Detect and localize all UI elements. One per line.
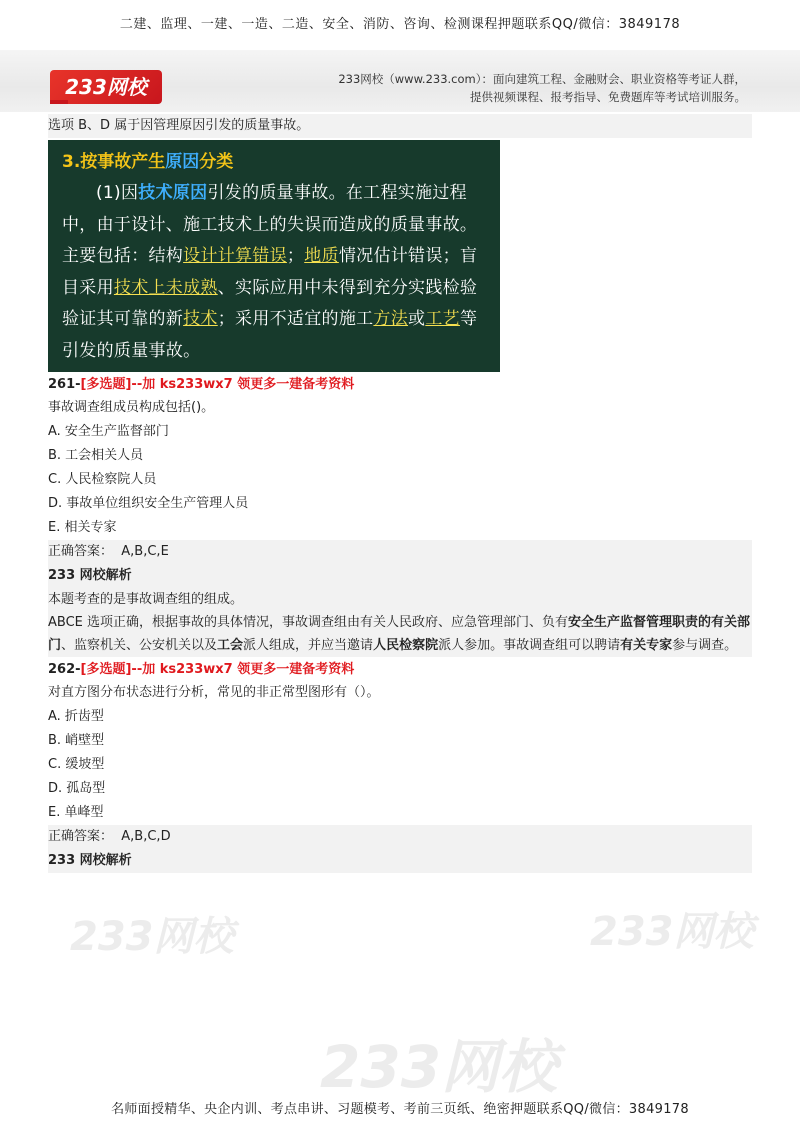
question-stem: 对直方图分布状态进行分析，常见的非正常型图形有（）。 [48,685,380,700]
answer-value: A,B,C,D [121,829,171,844]
box-text-part: 等引发的质量事故。 [62,309,478,361]
question-header-261 [48,374,752,396]
box-text-part: 或 [408,309,426,329]
box-text-underline: 技术 [183,309,218,329]
answer-row [48,825,752,849]
box-text-part: 情况估计错误；盲目采用 [62,246,478,298]
page-footer: 名师面授精华、央企内训、考点串讲、习题模考、考前三页纸、绝密押题联系QQ/微信：3849178 [111,1102,689,1117]
box-text-part: 、实际应用中未得到充分实践检验验证其可靠的新 [62,277,478,329]
box-text-part: (1)因 [96,183,139,203]
analysis-title: 233 网校解析 [48,849,752,873]
box-text-underline: 技术上未成熟 [113,277,218,298]
intro-line: 选项 B、D 属于因管理原因引发的质量事故。 [48,114,752,138]
analysis-bold: 安全生产监督管理职责的有关部门 [48,615,751,653]
analysis-bold: 工会 [217,638,244,653]
main-content [48,114,752,873]
analysis-bold: 有关专家 [620,638,673,653]
option-c: C. 人民检察院人员 [48,472,157,487]
analysis-bold: 人民检察院 [373,638,439,653]
analysis-text: 本题考查的是事故调查组的组成。 [48,588,752,611]
site-logo: 233网校 [50,70,162,104]
question-stem: 事故调查组成员构成包括()。 [48,400,215,415]
box-text-part: ； [286,246,305,266]
question-tag: [多选题]--加 ks233wx7 领更多一建备考资料 [80,662,355,677]
header-desc-line1: 233网校（www.233.com）：面向建筑工程、金融财会、职业资格等考证人群， [338,72,746,86]
box-text-highlight: 技术原因 [138,183,208,203]
answer-label: 正确答案： [48,829,114,844]
header-desc-line2: 提供视频课程、报考指导、免费题库等考试培训服务。 [470,90,746,104]
watermark-logo: 233网校 [590,909,754,955]
box-text-underline: 地质 [304,246,339,266]
question-header-262 [48,659,752,681]
analysis-title: 233 网校解析 [48,564,752,588]
top-banner: 二建、监理、一建、一造、二造、安全、消防、咨询、检测课程押题联系QQ/微信：3849178 [119,17,681,32]
question-number: 262- [48,662,81,677]
box-text-part: ；采用不适宜的施工 [217,309,374,329]
answer-value: A,B,C,E [121,544,169,559]
option-c: C. 缓坡型 [48,757,105,772]
option-e: E. 单峰型 [48,805,104,820]
analysis-part: 、监察机关、公安机关以及 [61,638,218,653]
box-title-post: 分类 [199,152,234,172]
option-d: D. 孤岛型 [48,781,106,796]
box-text-underline: 方法 [373,309,409,329]
answer-label: 正确答案： [48,544,114,559]
question-tag: [多选题]--加 ks233wx7 领更多一建备考资料 [80,377,355,392]
option-e: E. 相关专家 [48,520,117,535]
analysis-part: 参与调查。 [672,638,738,653]
analysis-part: ABCE 选项正确，根据事故的具体情况，事故调查组由有关人民政府、应急管理部门、负有 [48,615,569,630]
option-d: D. 事故单位组织安全生产管理人员 [48,496,249,511]
box-text-underline: 设计计算错误 [183,246,287,266]
watermark-logo: 233网校 [70,914,234,960]
analysis-part: 派人参加。事故调查组可以聘请 [438,638,621,653]
option-a: A. 折齿型 [48,709,104,724]
header-description [338,70,746,106]
watermark-logo: 233网校 [320,1033,558,1101]
analysis-detail [48,611,752,657]
answer-row [48,540,752,564]
box-text-underline: 工艺 [425,309,460,329]
box-text [62,178,486,367]
logo-accent [50,100,68,104]
option-a: A. 安全生产监督部门 [48,424,169,439]
option-b: B. 工会相关人员 [48,448,144,463]
analysis-part: 派人组成，并应当邀请 [243,638,374,653]
page-header [0,50,800,112]
box-text-part: 引发的质量事故。在工程实施过程中，由于设计、施工技术上的失误而造成的质量事故。主要包括：结构 [62,183,478,266]
box-title [62,150,486,174]
question-number: 261- [48,377,81,392]
box-title-pre: 3.按事故产生 [62,152,166,172]
option-b: B. 峭壁型 [48,733,105,748]
slide-box [48,140,500,372]
box-title-highlight: 原因 [165,152,200,172]
